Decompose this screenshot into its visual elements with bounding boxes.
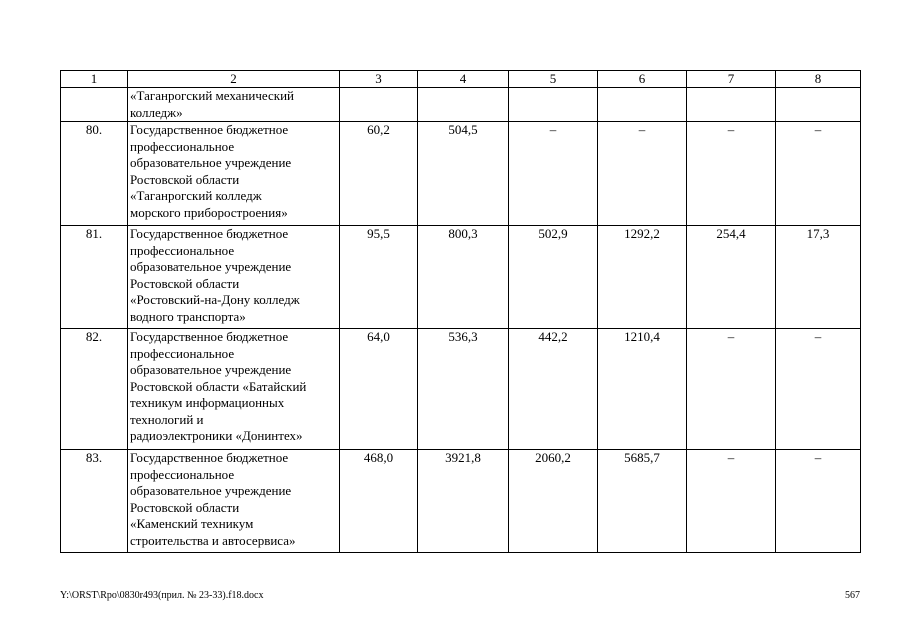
row-number: 81.: [61, 226, 128, 329]
value-col-6: 1292,2: [598, 226, 687, 329]
value-col-7: –: [687, 329, 776, 450]
value-col-6: 5685,7: [598, 450, 687, 553]
institution-name: Государственное бюджетное профессиональное образовательное учреждение Ростовской области «Батайский техникум информационных технологий и радиоэлектроники «Донинтех»: [128, 329, 340, 450]
footer-file-path: Y:\ORST\Rpo\0830r493(прил. № 23-33).f18.docx: [60, 590, 264, 601]
value-col-5: [509, 88, 598, 122]
value-col-7: [687, 88, 776, 122]
value-col-8: –: [776, 450, 861, 553]
header-col-4: 4: [418, 71, 509, 88]
institution-name: «Таганрогский механический колледж»: [128, 88, 340, 122]
value-col-8: [776, 88, 861, 122]
header-col-2: 2: [128, 71, 340, 88]
value-col-6: –: [598, 122, 687, 226]
value-col-4: [418, 88, 509, 122]
value-col-4: 800,3: [418, 226, 509, 329]
value-col-3: [340, 88, 418, 122]
value-col-6: [598, 88, 687, 122]
table-row-81: [61, 226, 861, 329]
page-number: 567: [845, 590, 860, 601]
value-col-8: 17,3: [776, 226, 861, 329]
row-number: 83.: [61, 450, 128, 553]
value-col-4: 536,3: [418, 329, 509, 450]
value-col-8: –: [776, 329, 861, 450]
table-row-82: [61, 329, 861, 450]
institution-name: Государственное бюджетное профессиональное образовательное учреждение Ростовской области «Каменский техникум строительства и автосервиса»: [128, 450, 340, 553]
value-col-3: 95,5: [340, 226, 418, 329]
value-col-6: 1210,4: [598, 329, 687, 450]
header-col-5: 5: [509, 71, 598, 88]
table-row-80: [61, 122, 861, 226]
header-col-1: 1: [61, 71, 128, 88]
value-col-8: –: [776, 122, 861, 226]
header-col-8: 8: [776, 71, 861, 88]
value-col-7: –: [687, 450, 776, 553]
row-number: [61, 88, 128, 122]
value-col-3: 60,2: [340, 122, 418, 226]
table-row-continuation: [61, 88, 861, 122]
row-number: 80.: [61, 122, 128, 226]
value-col-5: 2060,2: [509, 450, 598, 553]
value-col-5: 442,2: [509, 329, 598, 450]
value-col-3: 64,0: [340, 329, 418, 450]
header-col-6: 6: [598, 71, 687, 88]
row-number: 82.: [61, 329, 128, 450]
value-col-7: 254,4: [687, 226, 776, 329]
header-col-7: 7: [687, 71, 776, 88]
table-row-83: [61, 450, 861, 553]
header-col-3: 3: [340, 71, 418, 88]
value-col-4: 504,5: [418, 122, 509, 226]
value-col-3: 468,0: [340, 450, 418, 553]
appendix-table: [60, 70, 861, 553]
value-col-4: 3921,8: [418, 450, 509, 553]
institution-name: Государственное бюджетное профессиональное образовательное учреждение Ростовской области «Ростовский-на-Дону колледж водного транспорта»: [128, 226, 340, 329]
value-col-7: –: [687, 122, 776, 226]
value-col-5: –: [509, 122, 598, 226]
value-col-5: 502,9: [509, 226, 598, 329]
header-row: [61, 71, 861, 88]
institution-name: Государственное бюджетное профессиональное образовательное учреждение Ростовской области «Таганрогский колледж морского приборостроения»: [128, 122, 340, 226]
